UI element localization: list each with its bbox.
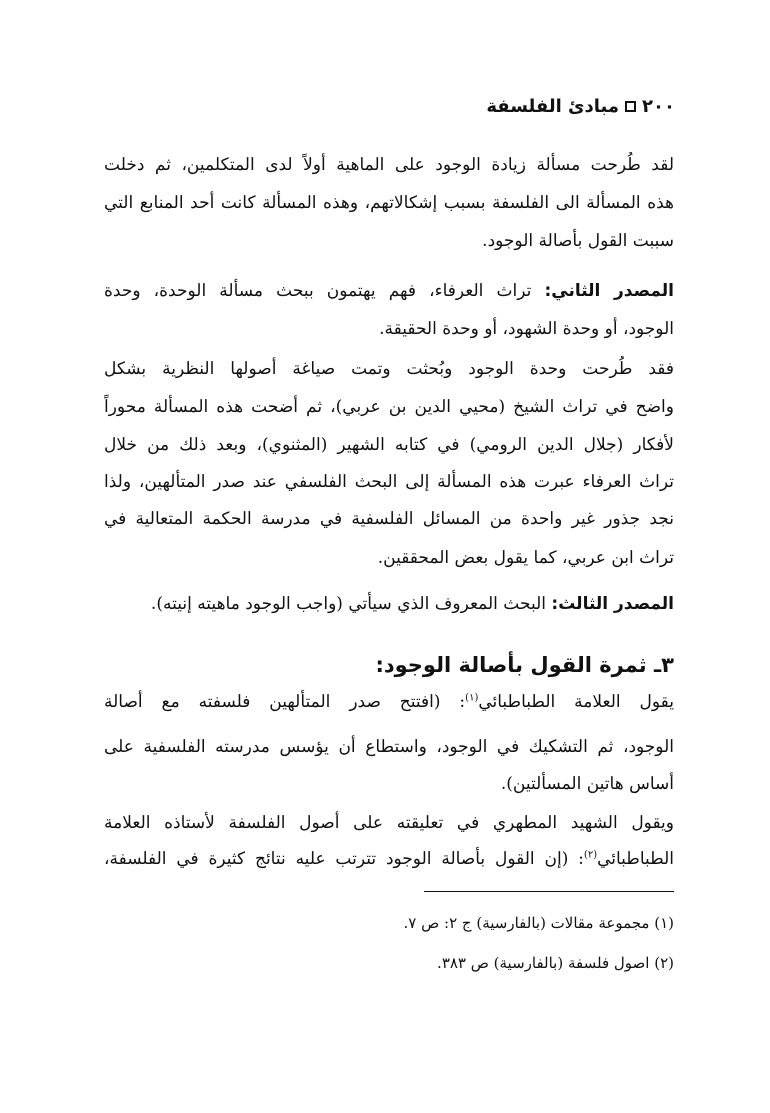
source-three-text: البحث المعروف الذي سيأتي (واجب الوجود ماهيته إنيته).	[150, 594, 552, 614]
source-three-label: المصدر الثالث:	[551, 594, 674, 614]
book-title: مبادئ الفلسفة	[486, 96, 620, 117]
quote-one-start: يقول العلامة الطباطبائي	[478, 692, 674, 712]
section-heading: ٣ـ ثمرة القول بأصالة الوجود:	[375, 653, 674, 677]
text-line: أساس هاتين المسألتين).	[500, 774, 674, 794]
text-line: سببت القول بأصالة الوجود.	[482, 231, 674, 251]
footnote-separator	[424, 891, 674, 892]
page-number: ٢٠٠	[642, 96, 675, 117]
quote-two-rest: : (إن القول بأصالة الوجود تترتب عليه نتائج كثيرة في الفلسفة،	[104, 849, 584, 869]
footnote-ref-2: (٢)	[583, 849, 598, 861]
text-line: تراث ابن عربي، كما يقول بعض المحققين.	[377, 548, 674, 568]
footnote: (١) مجموعة مقالات (بالفارسية) ج ٢: ص ٧.	[403, 914, 674, 932]
text-line: ويقول الشهيد المطهري في تعليقته على أصول الفلسفة لأستاذه العلامة	[104, 813, 674, 833]
source-two-label: المصدر الثاني:	[544, 281, 674, 301]
source-two-line	[104, 278, 674, 304]
text-line: تراث العرفاء عبرت هذه المسألة إلى البحث الفلسفي عند صدر المتألهين، ولذا	[104, 472, 674, 492]
source-two-text: تراث العرفاء، فهم يهتمون ببحث مسألة الوحدة، وحدة	[104, 281, 545, 301]
text-line: فقد طُرحت وحدة الوجود وبُحثت وتمت صياغة أصولها النظرية بشكل	[104, 359, 674, 379]
text-line: الوجود، ثم التشكيك في الوجود، واستطاع أن يؤسس مدرسته الفلسفية على	[104, 737, 674, 757]
source-three-line	[104, 591, 674, 617]
page-header	[486, 96, 675, 117]
text-line: الوجود، أو وحدة الشهود، أو وحدة الحقيقة.	[379, 319, 674, 339]
footnote-ref-1: (١)	[465, 692, 479, 704]
text-line: واضح في تراث الشيخ (محيي الدين بن عربي)، ثم أضحت هذه المسألة محوراً	[104, 397, 674, 417]
text-line: لقد طُرحت مسألة زيادة الوجود على الماهية أولاً لدى المتكلمين، ثم دخلت	[104, 155, 674, 175]
square-bullet-icon	[625, 101, 636, 112]
quote-one-line	[104, 689, 674, 715]
text-line: نجد جذور غير واحدة من المسائل الفلسفية في مدرسة الحكمة المتعالية في	[104, 509, 674, 529]
text-line: هذه المسألة الى الفلسفة بسبب إشكالاتهم، وهذه المسألة كانت أحد المنابع التي	[104, 193, 674, 213]
text-line: لأفكار (جلال الدين الرومي) في كتابه الشهير (المثنوي)، وبعد ذلك من خلال	[104, 435, 674, 455]
quote-two-start: الطباطبائي	[597, 849, 674, 869]
quote-two-line	[104, 846, 674, 872]
quote-one-rest: : (افتتح صدر المتألهين فلسفته مع أصالة	[104, 692, 466, 712]
footnote: (٢) اصول فلسفة (بالفارسية) ص ٣٨٣.	[437, 954, 674, 972]
